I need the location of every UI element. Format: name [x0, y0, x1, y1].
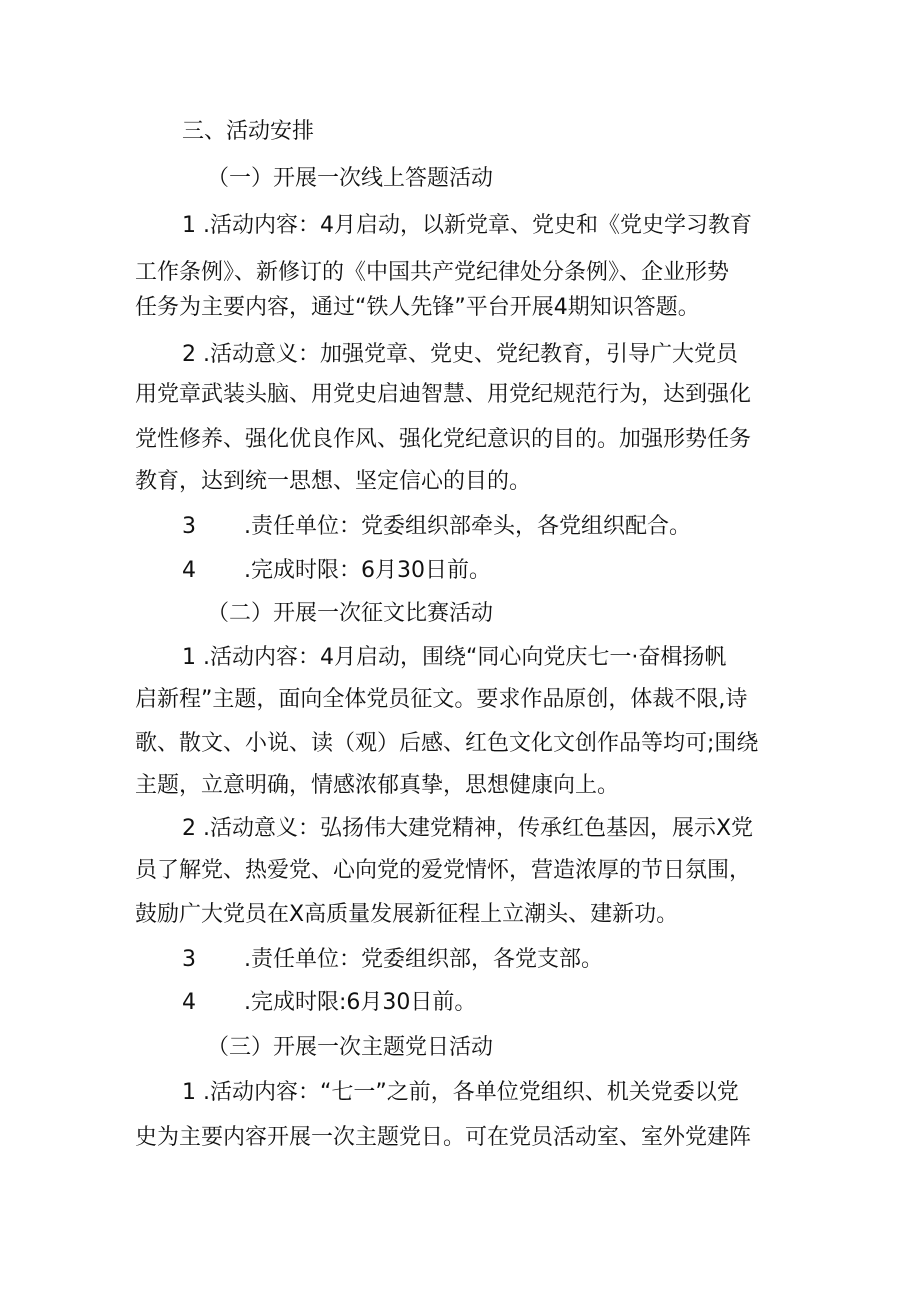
- paragraph-line: 启新程”主题，面向全体党员征文。要求作品原创，体裁不限,诗: [135, 687, 748, 712]
- paragraph-line: 2 .活动意义：弘扬伟大建党精神，传承红色基因，展示X党: [182, 816, 754, 841]
- paragraph-line: 党性修养、强化优良作风、强化党纪意识的目的。加强形势任务: [135, 427, 752, 452]
- subsection-title-3: （三）开展一次主题党日活动: [207, 1035, 494, 1060]
- subsection-title-2: （二）开展一次征文比赛活动: [207, 601, 494, 626]
- paragraph-line: 1 .活动内容：“七一”之前，各单位党组织、机关党委以党: [182, 1080, 739, 1105]
- paragraph-line: 2 .活动意义：加强党章、党史、党纪教育，引导广大党员: [182, 342, 738, 367]
- paragraph-line: 主题，立意明确，情感浓郁真挚，思想健康向上。: [135, 773, 620, 798]
- paragraph-line: 1 .活动内容：4月启动，以新党章、党史和《党史学习教育: [182, 213, 752, 238]
- item-number: 3: [182, 947, 196, 972]
- paragraph-line: 用党章武装头脑、用党史启迪智慧、用党纪规范行为，达到强化: [135, 382, 752, 407]
- paragraph-line: .责任单位：党委组织部，各党支部。: [244, 947, 603, 972]
- section-title: 三、活动安排: [182, 119, 315, 144]
- subsection-title-1: （一）开展一次线上答题活动: [207, 166, 494, 191]
- paragraph-line: .完成时限：6月30日前。: [244, 558, 491, 583]
- paragraph-line: 歌、散文、小说、读（观）后感、红色文化文创作品等均可;围绕: [135, 731, 759, 756]
- paragraph-line: 鼓励广大党员在X高质量发展新征程上立潮头、建新功。: [135, 902, 679, 927]
- paragraph-line: 员了解党、热爱党、心向党的爱党情怀，营造浓厚的节日氛围，: [135, 858, 752, 883]
- paragraph-line: .责任单位：党委组织部牵头，各党组织配合。: [244, 514, 691, 539]
- paragraph-line: .完成时限:6月30日前。: [244, 990, 477, 1015]
- paragraph-line: 史为主要内容开展一次主题党日。可在党员活动室、室外党建阵: [135, 1125, 752, 1150]
- item-number: 4: [182, 990, 196, 1015]
- item-number: 4: [182, 558, 196, 583]
- paragraph-line: 教育，达到统一思想、坚定信心的目的。: [135, 469, 532, 494]
- paragraph-line: 工作条例》、新修订的《中国共产党纪律处分条例》、企业形势: [135, 260, 730, 285]
- paragraph-line: 任务为主要内容，通过“铁人先锋”平台开展4期知识答题。: [135, 295, 700, 320]
- item-number: 3: [182, 514, 196, 539]
- paragraph-line: 1 .活动内容：4月启动，围绕“同心向党庆七一·奋楫扬帆: [182, 645, 727, 670]
